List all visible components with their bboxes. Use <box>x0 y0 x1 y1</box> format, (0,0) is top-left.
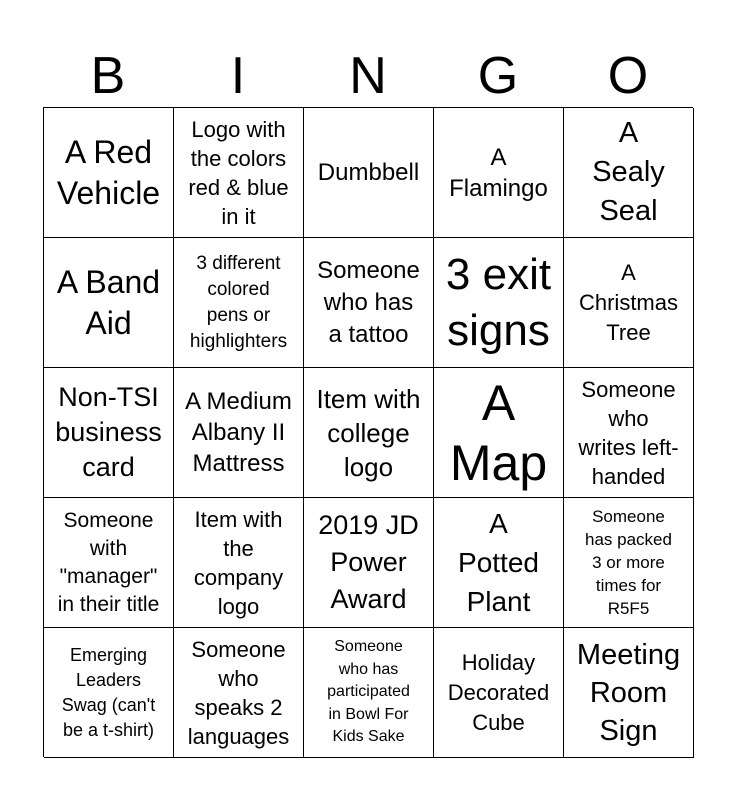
bingo-cell[interactable] <box>434 628 564 758</box>
header-letter-n: N <box>349 47 387 105</box>
cell-text: Someone who has a tattoo <box>317 256 420 348</box>
cell-text: 3 exit signs <box>445 249 552 355</box>
bingo-cell[interactable] <box>304 238 434 368</box>
header-letter-o: O <box>607 47 649 105</box>
cell-text: Non-TSI business card <box>55 382 162 482</box>
cell-text: A Red Vehicle <box>56 133 161 211</box>
bingo-cell[interactable] <box>174 498 304 628</box>
bingo-cell[interactable] <box>564 628 694 758</box>
cell-text: A Map <box>449 374 548 491</box>
cell-text: A Band Aid <box>56 263 161 341</box>
cell-text: Logo with the colors red & blue in it <box>188 116 289 229</box>
bingo-cell[interactable] <box>304 498 434 628</box>
cell-text: A Christmas Tree <box>578 259 678 345</box>
bingo-cell[interactable] <box>44 108 174 238</box>
cell-text: Someone with "manager" in their title <box>57 508 160 616</box>
bingo-cell[interactable] <box>304 108 434 238</box>
cell-text: 2019 JD Power Award <box>318 510 419 614</box>
cell-text: 3 different colored pens or highlighters <box>189 252 288 352</box>
cell-text: Someone who speaks 2 languages <box>187 636 290 749</box>
cell-text: Emerging Leaders Swag (can't be a t-shirt) <box>61 644 156 740</box>
bingo-cell[interactable] <box>434 108 564 238</box>
bingo-cell[interactable] <box>564 238 694 368</box>
bingo-header <box>43 44 693 108</box>
header-letter-g: G <box>477 47 519 105</box>
cell-text: Holiday Decorated Cube <box>447 649 550 735</box>
cell-text: A Sealy Seal <box>592 117 665 227</box>
bingo-cell[interactable] <box>44 238 174 368</box>
cell-text: A Medium Albany II Mattress <box>185 388 292 477</box>
cell-text: Meeting Room Sign <box>576 638 681 747</box>
cell-text: Someone who has participated in Bowl For Kids Sake <box>327 638 410 746</box>
cell-text: Item with the company logo <box>193 506 284 619</box>
bingo-cell[interactable] <box>434 238 564 368</box>
bingo-cell[interactable] <box>434 498 564 628</box>
bingo-cell[interactable] <box>174 628 304 758</box>
cell-text: Item with college logo <box>316 383 421 482</box>
bingo-cell[interactable] <box>304 368 434 498</box>
cell-text: A Potted Plant <box>458 508 539 617</box>
bingo-cell[interactable] <box>174 368 304 498</box>
bingo-cell[interactable] <box>174 108 304 238</box>
bingo-cell[interactable] <box>44 498 174 628</box>
bingo-cell[interactable] <box>174 238 304 368</box>
bingo-cell[interactable] <box>44 628 174 758</box>
bingo-cell[interactable] <box>44 368 174 498</box>
cell-text: Someone has packed 3 or more times for R5F5 <box>585 507 672 618</box>
bingo-cell[interactable] <box>564 498 694 628</box>
header-letter-i: I <box>230 47 246 105</box>
cell-text: Someone who writes left- handed <box>578 376 679 489</box>
header-letter-b: B <box>90 47 126 105</box>
cell-text: Dumbbell <box>317 159 420 186</box>
bingo-cell[interactable] <box>564 108 694 238</box>
cell-text: A Flamingo <box>449 143 548 202</box>
bingo-cell[interactable] <box>304 628 434 758</box>
bingo-cell[interactable] <box>434 368 564 498</box>
bingo-cell[interactable] <box>564 368 694 498</box>
bingo-grid <box>43 107 693 757</box>
